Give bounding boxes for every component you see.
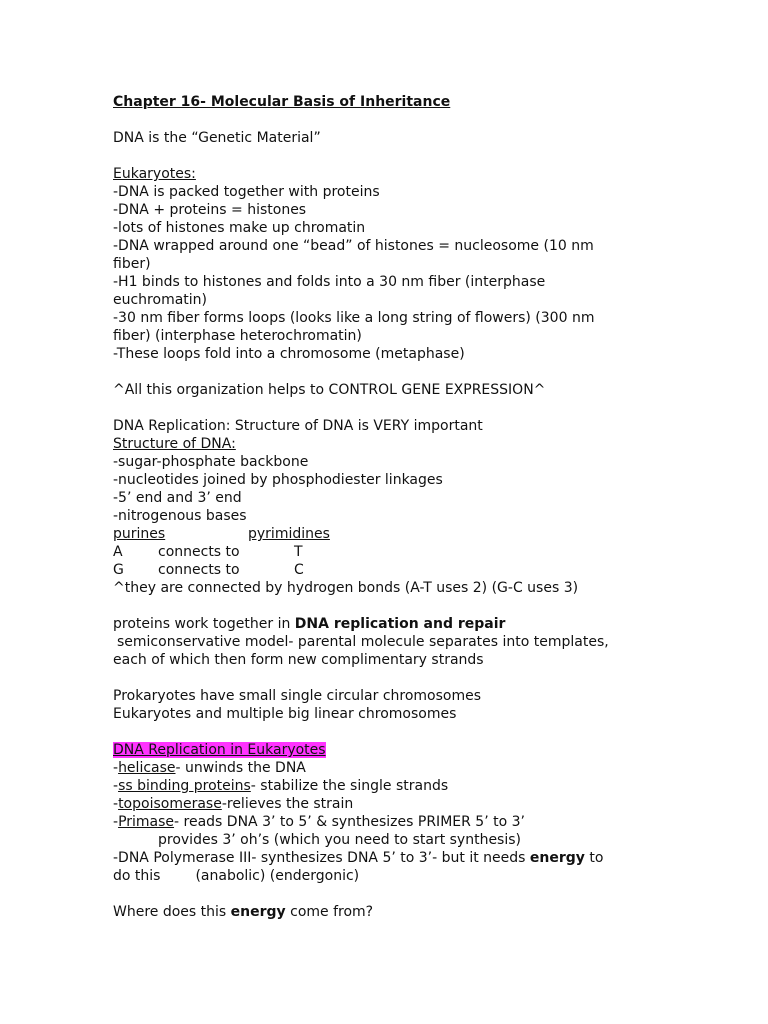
structure-heading: Structure of DNA: xyxy=(113,436,236,452)
eukaryotes-line: -lots of histones make up chromatin xyxy=(113,220,366,236)
organization-note: ^All this organization helps to CONTROL GENE EXPRESSION^ xyxy=(113,382,546,398)
structure-intro: DNA Replication: Structure of DNA is VERY important xyxy=(113,418,483,434)
helicase-term: helicase xyxy=(118,760,176,776)
base-a: G xyxy=(113,562,124,578)
polymerase-line-2: do this (anabolic) (endergonic) xyxy=(113,868,360,884)
base-a: A xyxy=(113,544,123,560)
eukaryotes-line: fiber) (interphase heterochromatin) xyxy=(113,328,362,344)
topoisomerase-term: topoisomerase xyxy=(118,796,222,812)
energy-bold: energy xyxy=(529,850,585,866)
eukaryotes-heading: Eukaryotes: xyxy=(113,166,196,182)
pair-connector: connects to xyxy=(158,544,240,560)
replication-lead-bold: DNA replication and repair xyxy=(294,616,506,632)
document-body xyxy=(113,93,753,921)
polymerase-line: -DNA Polymerase III- synthesizes DNA 5’ to 3’- but it needs energy to xyxy=(113,850,604,866)
eukaryotes-line: -These loops fold into a chromosome (metaphase) xyxy=(113,346,465,362)
replication-lead: proteins work together in DNA replication and repair xyxy=(113,616,506,632)
model-line: semiconservative model- parental molecule separates into templates, xyxy=(117,634,609,650)
ssb-term: ss binding proteins xyxy=(118,778,251,794)
base-pair-row xyxy=(113,561,753,579)
purines-label: purines xyxy=(113,526,166,542)
eukaryotes-line: fiber) xyxy=(113,256,151,272)
energy-question: Where does this energy come from? xyxy=(113,904,374,920)
primase-line: -Primase- reads DNA 3’ to 5’ & synthesizes PRIMER 5’ to 3’ xyxy=(113,814,525,830)
euk-replication-heading xyxy=(113,741,753,759)
bond-note: ^they are connected by hydrogen bonds (A-T uses 2) (G-C uses 3) xyxy=(113,580,579,596)
eukaryotes-line: -DNA wrapped around one “bead” of histones = nucleosome (10 nm xyxy=(113,238,594,254)
highlighted-heading: DNA Replication in Eukaryotes xyxy=(113,742,326,758)
pyrimidines-label: pyrimidines xyxy=(248,526,330,542)
primase-term: Primase xyxy=(118,814,175,830)
energy-bold: energy xyxy=(230,904,286,920)
model-line: each of which then form new complimentary strands xyxy=(113,652,484,668)
pair-connector: connects to xyxy=(158,562,240,578)
intro-line: DNA is the “Genetic Material” xyxy=(113,130,321,146)
base-b: C xyxy=(294,562,304,578)
helicase-line: -helicase- unwinds the DNA xyxy=(113,760,306,776)
structure-line: -nitrogenous bases xyxy=(113,508,247,524)
structure-line: -5’ end and 3’ end xyxy=(113,490,242,506)
eukaryotes-chromosome-line: Eukaryotes and multiple big linear chromosomes xyxy=(113,706,457,722)
structure-line: -nucleotides joined by phosphodiester linkages xyxy=(113,472,443,488)
base-type-headers xyxy=(113,525,753,543)
base-pair-row xyxy=(113,543,753,561)
structure-line: -sugar-phosphate backbone xyxy=(113,454,309,470)
ssb-line: -ss binding proteins- stabilize the single strands xyxy=(113,778,449,794)
eukaryotes-line: -DNA is packed together with proteins xyxy=(113,184,380,200)
page-title: Chapter 16- Molecular Basis of Inheritance xyxy=(113,94,451,110)
primase-note: provides 3’ oh’s (which you need to start synthesis) xyxy=(158,832,521,848)
eukaryotes-line: -DNA + proteins = histones xyxy=(113,202,307,218)
eukaryotes-line: -30 nm fiber forms loops (looks like a long string of flowers) (300 nm xyxy=(113,310,595,326)
topoisomerase-line: -topoisomerase-relieves the strain xyxy=(113,796,354,812)
eukaryotes-line: euchromatin) xyxy=(113,292,208,308)
base-b: T xyxy=(294,544,303,560)
prokaryotes-line: Prokaryotes have small single circular chromosomes xyxy=(113,688,482,704)
eukaryotes-line: -H1 binds to histones and folds into a 30 nm fiber (interphase xyxy=(113,274,546,290)
